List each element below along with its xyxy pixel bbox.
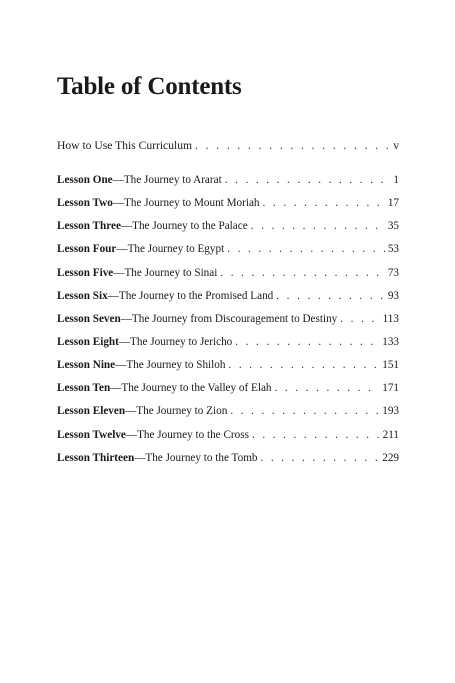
dot-leader <box>340 308 379 331</box>
em-dash: — <box>134 451 146 464</box>
lesson-title: The Journey to Jericho <box>130 335 233 348</box>
toc-page-number: 171 <box>382 382 399 395</box>
toc-entry-lesson <box>57 215 399 238</box>
toc-page-number: 113 <box>382 312 399 325</box>
toc-page-number: 17 <box>387 197 399 210</box>
toc-page-number: 151 <box>382 359 399 372</box>
toc-entry-text <box>57 400 227 423</box>
em-dash: — <box>107 289 119 302</box>
toc-entry-lesson <box>57 377 399 400</box>
toc-entry-intro <box>57 136 399 164</box>
lesson-title: The Journey to Zion <box>136 405 228 418</box>
toc-entry-text <box>57 169 222 192</box>
toc-page-number: 133 <box>382 335 399 348</box>
toc-entry-text <box>57 262 217 285</box>
lesson-label: Lesson Eleven <box>57 405 126 418</box>
dot-leader <box>260 447 379 470</box>
page-title: Table of Contents <box>57 73 242 100</box>
dot-leader <box>228 354 379 377</box>
dot-leader <box>227 238 385 261</box>
lesson-title: The Journey to the Palace <box>132 220 248 233</box>
dot-leader <box>195 136 390 156</box>
toc-page-number: 193 <box>382 405 399 418</box>
toc-entry-lesson <box>57 354 399 377</box>
toc-entry-lesson <box>57 447 399 470</box>
lesson-label: Lesson Seven <box>57 312 121 325</box>
toc-page-number: 229 <box>382 451 399 464</box>
lesson-label: Lesson Two <box>57 197 113 210</box>
toc-page-number: v <box>393 139 399 152</box>
dot-leader <box>235 331 379 354</box>
toc-entry-text <box>57 215 248 238</box>
toc-entry-text <box>57 354 225 377</box>
toc-page-number: 35 <box>387 220 399 233</box>
dot-leader <box>220 262 384 285</box>
lesson-label: Lesson Thirteen <box>57 451 135 464</box>
lesson-label: Lesson Four <box>57 243 117 256</box>
lesson-label: Lesson One <box>57 174 113 186</box>
toc-entry-lesson <box>57 285 399 308</box>
lesson-title: The Journey to Mount Moriah <box>124 197 260 210</box>
dot-leader <box>275 377 380 400</box>
em-dash: — <box>110 382 122 395</box>
lesson-label: Lesson Five <box>57 266 114 279</box>
em-dash: — <box>113 266 125 279</box>
em-dash: — <box>118 335 131 348</box>
toc-page-number: 73 <box>387 266 399 279</box>
toc-entry-lesson <box>57 424 399 447</box>
em-dash: — <box>125 405 137 418</box>
toc-entry-lesson <box>57 400 399 423</box>
lesson-label: Lesson Six <box>57 289 108 302</box>
dot-leader <box>225 169 391 192</box>
table-of-contents <box>57 136 399 470</box>
toc-entry-text <box>57 377 272 400</box>
lesson-label: Lesson Three <box>57 220 121 233</box>
lesson-title: The Journey to the Tomb <box>145 451 258 464</box>
dot-leader <box>276 285 385 308</box>
em-dash: — <box>112 174 124 186</box>
dot-leader <box>263 192 385 215</box>
toc-page-number: 211 <box>382 428 399 441</box>
em-dash: — <box>112 197 125 210</box>
toc-page-number: 93 <box>387 289 399 302</box>
toc-page-number: 1 <box>393 174 399 186</box>
em-dash: — <box>116 243 128 256</box>
toc-entry-title: How to Use This Curriculum <box>57 139 193 152</box>
toc-page-number: 53 <box>387 243 399 256</box>
lesson-title: The Journey from Discouragement to Destiny <box>131 312 338 325</box>
lesson-title: The Journey to Egypt <box>127 243 225 256</box>
lesson-title: The Journey to Sinai <box>124 266 218 279</box>
toc-entry-text <box>57 331 232 354</box>
toc-entry-lesson <box>57 238 399 261</box>
lesson-title: The Journey to the Cross <box>137 428 249 441</box>
lesson-label: Lesson Ten <box>57 382 111 395</box>
toc-entry-lesson <box>57 308 399 331</box>
toc-entry-text <box>57 285 273 308</box>
dot-leader <box>252 424 380 447</box>
toc-entry-text <box>57 238 224 261</box>
toc-entry-lesson <box>57 192 399 215</box>
toc-entry-lesson <box>57 331 399 354</box>
toc-entry-text <box>57 308 337 331</box>
dot-leader <box>251 215 385 238</box>
lesson-title: The Journey to the Valley of Elah <box>121 382 272 395</box>
lesson-label: Lesson Twelve <box>57 428 126 441</box>
em-dash: — <box>125 428 138 441</box>
toc-entry-lesson <box>57 169 399 192</box>
lesson-title: The Journey to the Promised Land <box>118 289 274 302</box>
toc-entry-text <box>57 424 249 447</box>
toc-entry-lesson <box>57 262 399 285</box>
lesson-label: Lesson Nine <box>57 359 116 372</box>
lesson-title: The Journey to Ararat <box>123 174 222 186</box>
em-dash: — <box>120 312 132 325</box>
lesson-label: Lesson Eight <box>57 335 119 348</box>
em-dash: — <box>115 359 127 372</box>
lesson-title: The Journey to Shiloh <box>126 359 226 372</box>
toc-entry-text <box>57 447 257 470</box>
em-dash: — <box>120 220 133 233</box>
dot-leader <box>230 400 379 423</box>
toc-entry-text <box>57 192 260 215</box>
